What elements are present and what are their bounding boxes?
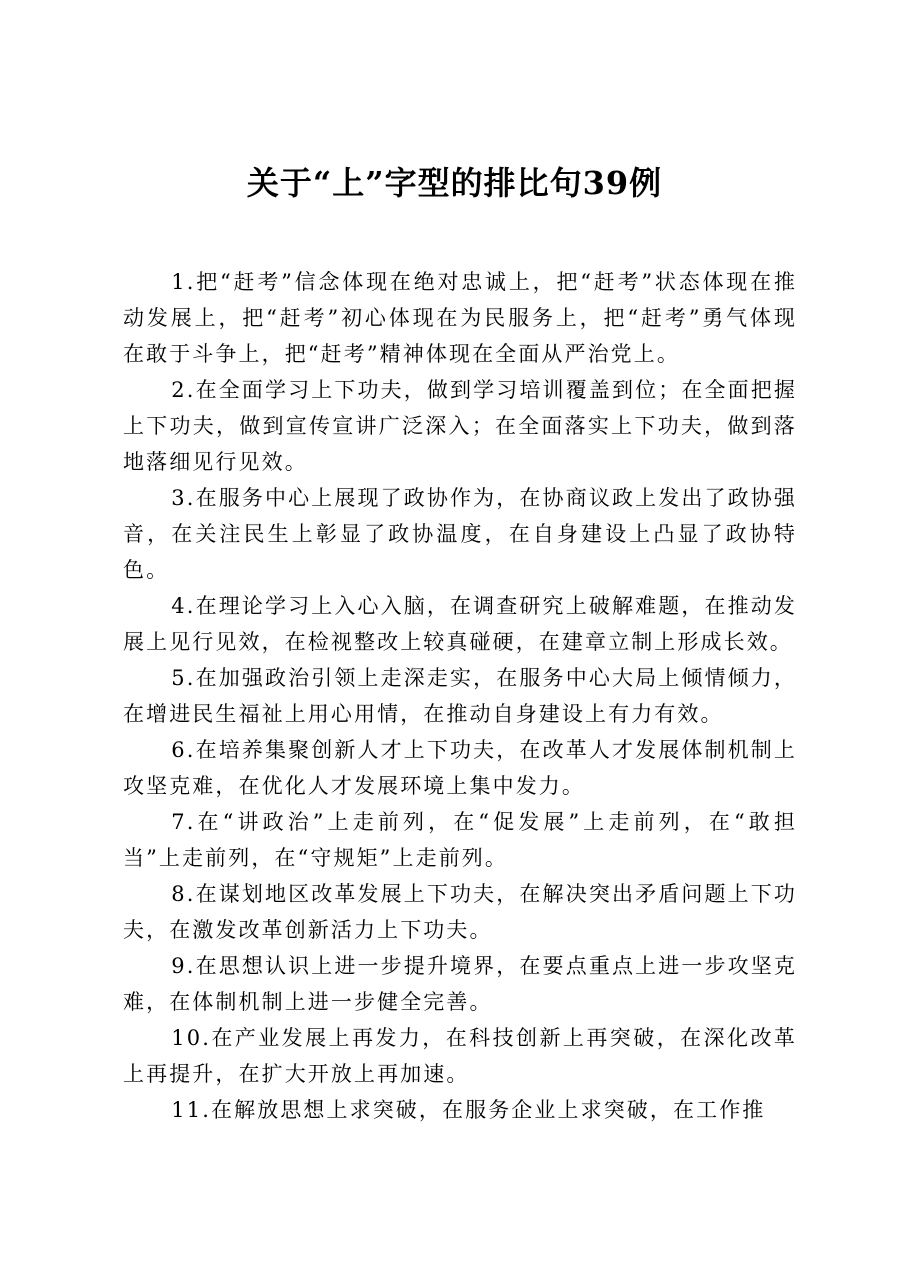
document-body <box>123 264 797 1128</box>
paragraph-6: 6.在培养集聚创新人才上下功夫，在改革人才发展体制机制上攻坚克难，在优化人才发展环境上集中发力。 <box>123 738 797 798</box>
paragraph-1: 1.把“赶考”信念体现在绝对忠诚上，把“赶考”状态体现在推动发展上，把“赶考”初心体现在为民服务上，把“赶考”勇气体现在敢于斗争上，把“赶考”精神体现在全面从严治党上。 <box>123 270 797 366</box>
paragraph-7: 7.在“讲政治”上走前列，在“促发展”上走前列，在“敢担当”上走前列，在“守规矩”上走前列。 <box>123 810 797 870</box>
paragraph-3: 3.在服务中心上展现了政协作为，在协商议政上发出了政协强音，在关注民生上彰显了政协温度，在自身建设上凸显了政协特色。 <box>123 486 797 582</box>
paragraph-2: 2.在全面学习上下功夫，做到学习培训覆盖到位；在全面把握上下功夫，做到宣传宣讲广泛深入；在全面落实上下功夫，做到落地落细见行见效。 <box>123 378 797 474</box>
document-title: 关于“上”字型的排比句39例 <box>246 164 663 202</box>
paragraph-11: 11.在解放思想上求突破，在服务企业上求突破，在工作推 <box>171 1098 766 1122</box>
paragraph-8: 8.在谋划地区改革发展上下功夫，在解决突出矛盾问题上下功夫，在激发改革创新活力上下功夫。 <box>123 882 797 942</box>
paragraph-9: 9.在思想认识上进一步提升境界，在要点重点上进一步攻坚克难，在体制机制上进一步健全完善。 <box>123 954 797 1014</box>
paragraph-4: 4.在理论学习上入心入脑，在调查研究上破解难题，在推动发展上见行见效，在检视整改上较真碰硬，在建章立制上形成长效。 <box>123 594 797 654</box>
paragraph-5: 5.在加强政治引领上走深走实，在服务中心大局上倾情倾力，在增进民生福祉上用心用情，在推动自身建设上有力有效。 <box>123 666 797 726</box>
paragraph-10: 10.在产业发展上再发力，在科技创新上再突破，在深化改革上再提升，在扩大开放上再加速。 <box>123 1026 797 1086</box>
